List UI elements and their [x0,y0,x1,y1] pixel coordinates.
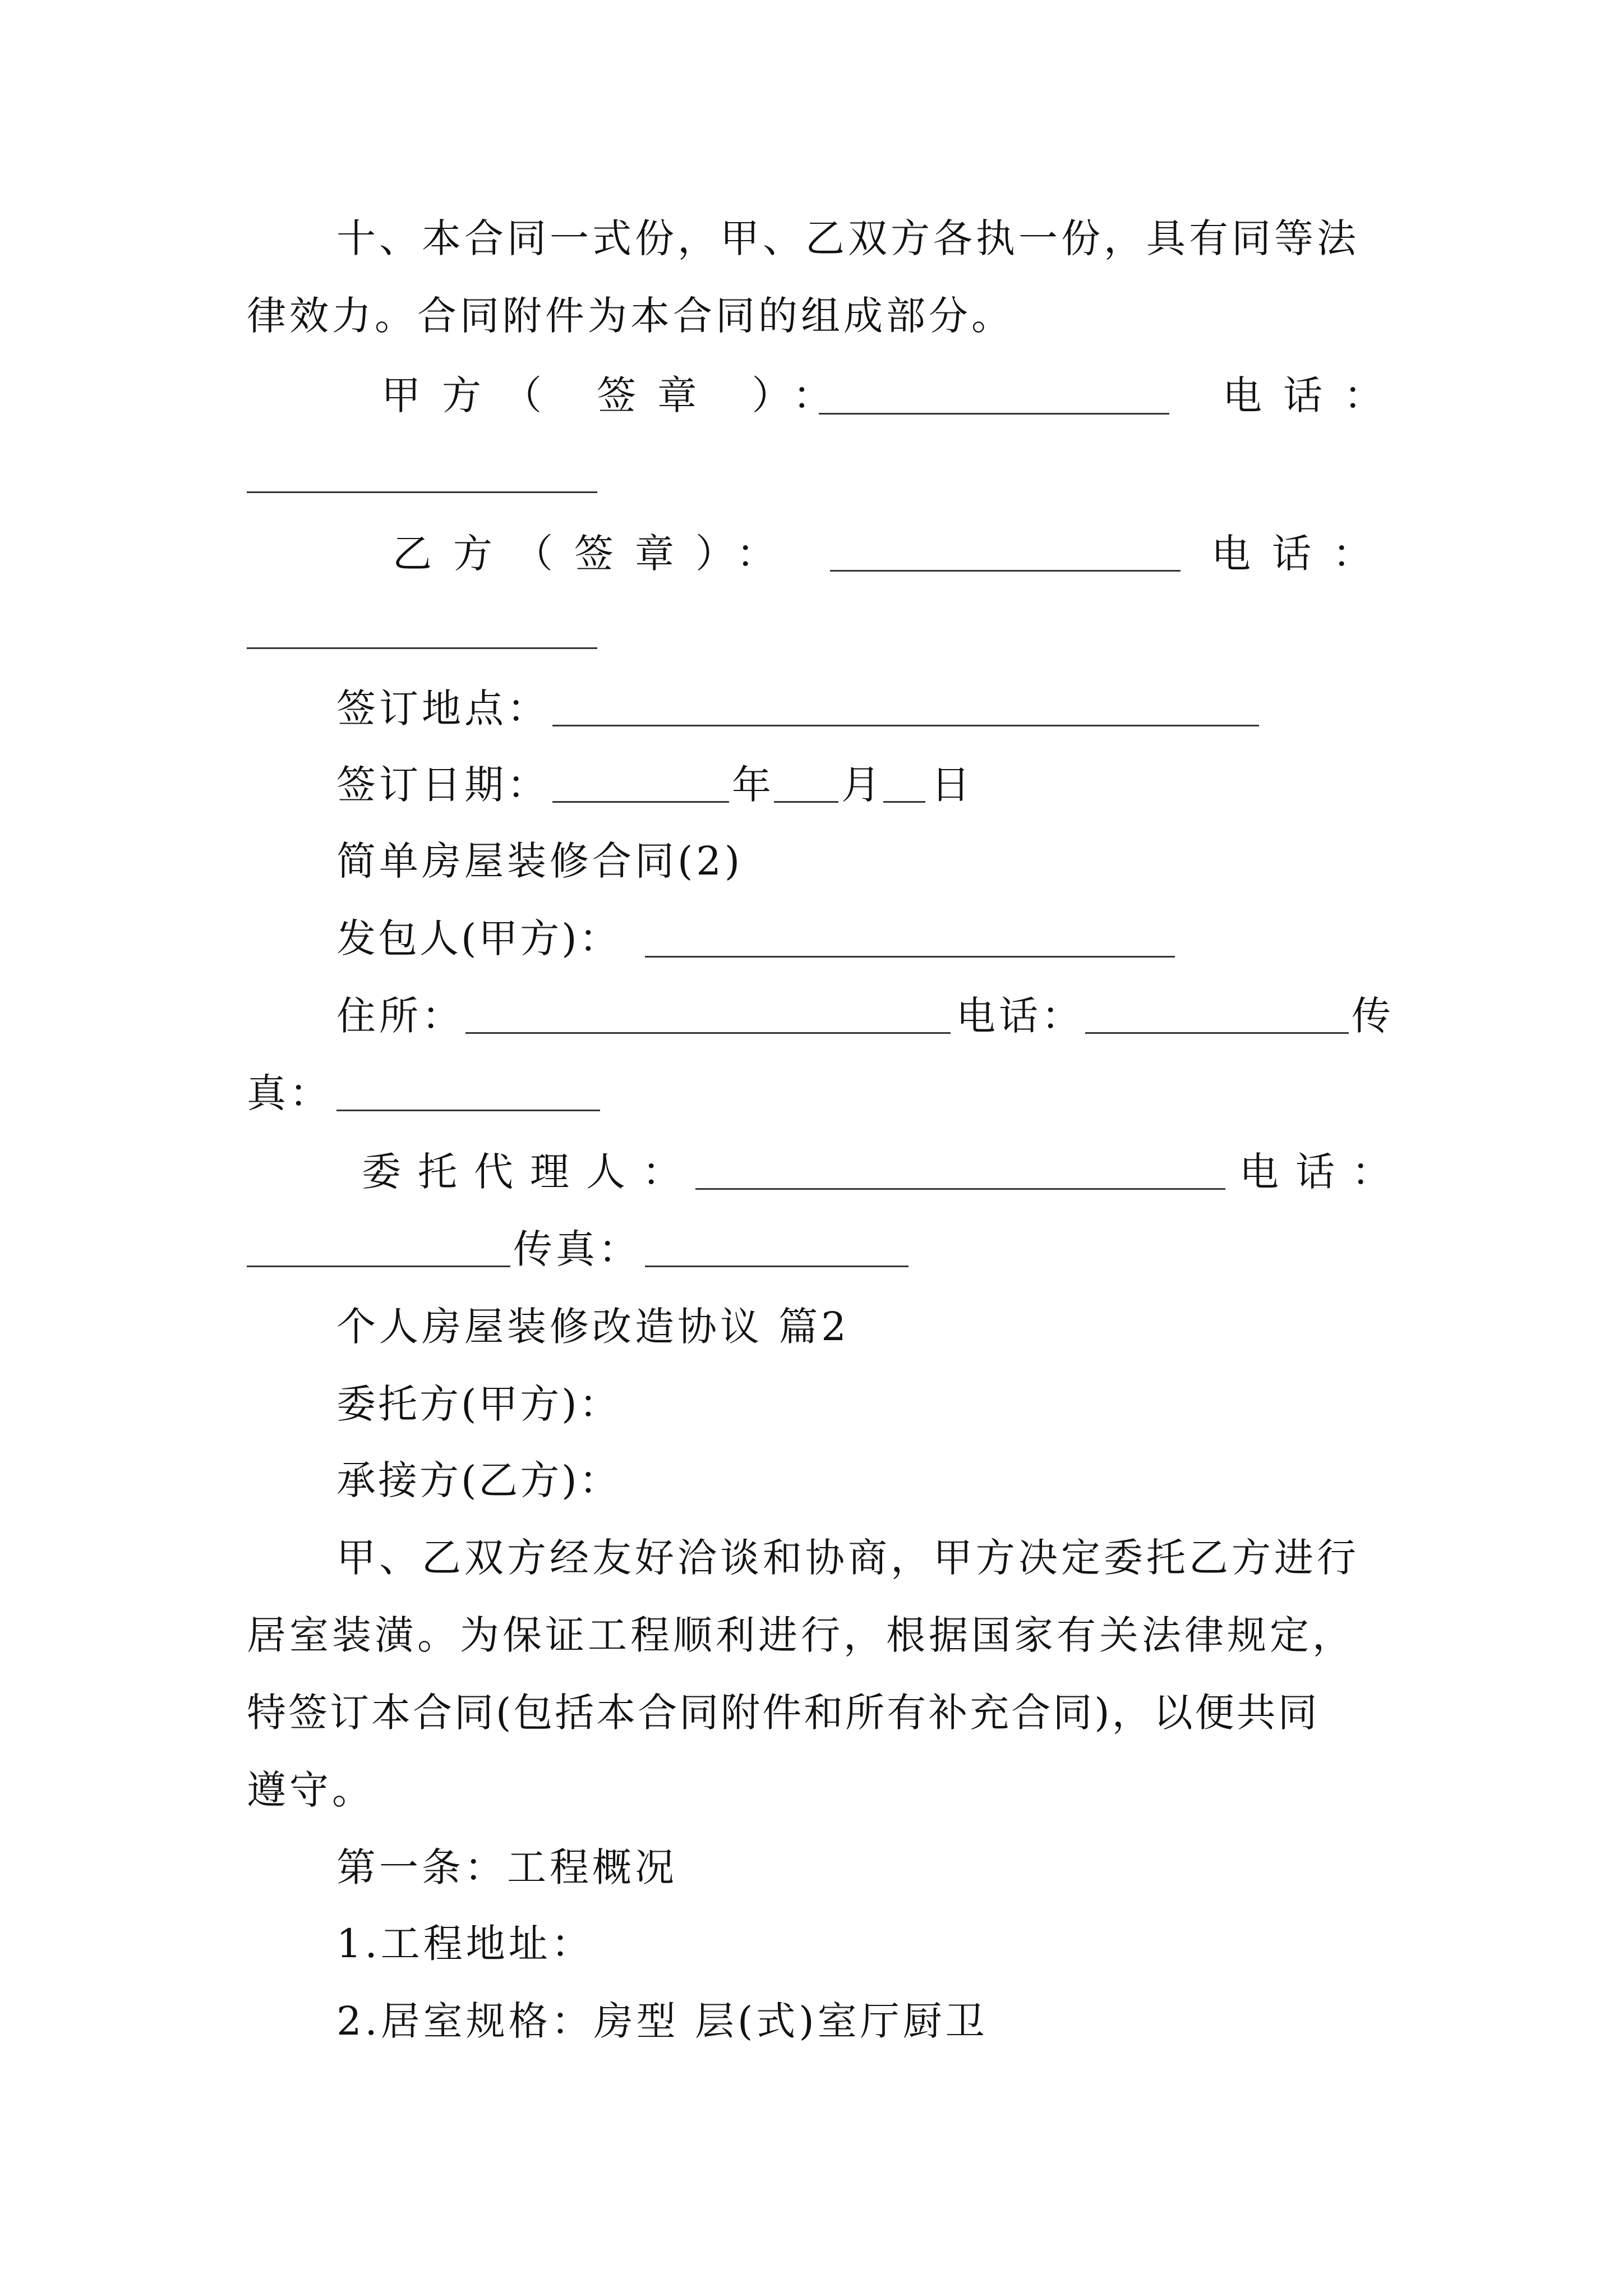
agent-phone-label: 电话： [1239,1149,1408,1195]
sign-date-year-blank[interactable] [552,801,729,803]
agreement-title: 个人房屋装修改造协议 篇2 [336,1304,850,1350]
preamble-line1: 甲、乙双方经友好洽谈和协商，甲方决定委托乙方进行 [336,1535,1359,1581]
party-b-sign-blank[interactable] [830,570,1181,572]
agent-fax-blank[interactable] [645,1266,909,1267]
party-b-phone-label: 电话： [1211,531,1393,577]
sign-date-day: 日 [931,762,970,808]
preamble-line4: 遵守。 [247,1767,375,1813]
address-fax-blank[interactable] [336,1110,600,1111]
preamble-line2: 居室装潢。为保证工程顺利进行，根据国家有关法律规定， [247,1612,1355,1658]
sign-date-month: 月 [841,762,880,808]
employer-label: 发包人(甲方)： [336,915,621,961]
agent-label: 委托代理人： [362,1149,698,1195]
address-phone-blank[interactable] [1085,1032,1349,1034]
sign-place-blank[interactable] [552,725,1259,726]
clause10-line2: 律效力。合同附件为本合同的组成部分。 [247,293,1014,339]
address-label: 住所： [336,993,464,1039]
sign-date-day-blank[interactable] [883,801,925,803]
clause10-line1: 十、本合同一式份，甲、乙双方各执一份，具有同等法 [336,215,1359,261]
address-fax-label-part1: 传 [1352,993,1391,1039]
contract2-title: 简单房屋装修合同(2) [336,838,744,884]
party-a-sign-blank[interactable] [819,413,1169,415]
party-b-phone-blank[interactable] [247,647,597,649]
sign-date-month-blank[interactable] [774,801,838,803]
party-a-phone-blank[interactable] [247,491,597,493]
sign-place-label: 签订地点： [336,685,550,731]
address-fax-label-part2: 真： [247,1070,332,1116]
address-phone-label: 电话： [956,993,1084,1039]
agent-blank[interactable] [695,1188,1225,1190]
sign-date-label: 签订日期： [336,762,550,808]
address-blank[interactable] [465,1032,951,1034]
party-a-phone-label: 电话： [1223,372,1404,418]
employer-blank[interactable] [645,956,1175,958]
party-b-sign-label: 乙方（签章）： [393,531,797,577]
preamble-line3: 特签订本合同(包括本合同附件和所有补充合同)，以便共同 [247,1690,1320,1736]
article1-item1: 1.工程地址： [336,1921,594,1967]
sign-date-year: 年 [732,762,771,808]
client-label: 委托方(甲方)： [336,1381,621,1427]
article1-title: 第一条：工程概况 [336,1844,677,1890]
party-a-sign-label: 甲方（ 签章 ）： [381,372,854,418]
agent-phone-blank[interactable] [247,1266,510,1267]
agent-fax-label: 传真： [513,1226,641,1272]
article1-item2: 2.居室规格：房型 层(式)室厅厨卫 [336,1998,988,2044]
contractor-label: 承接方(乙方)： [336,1457,621,1503]
